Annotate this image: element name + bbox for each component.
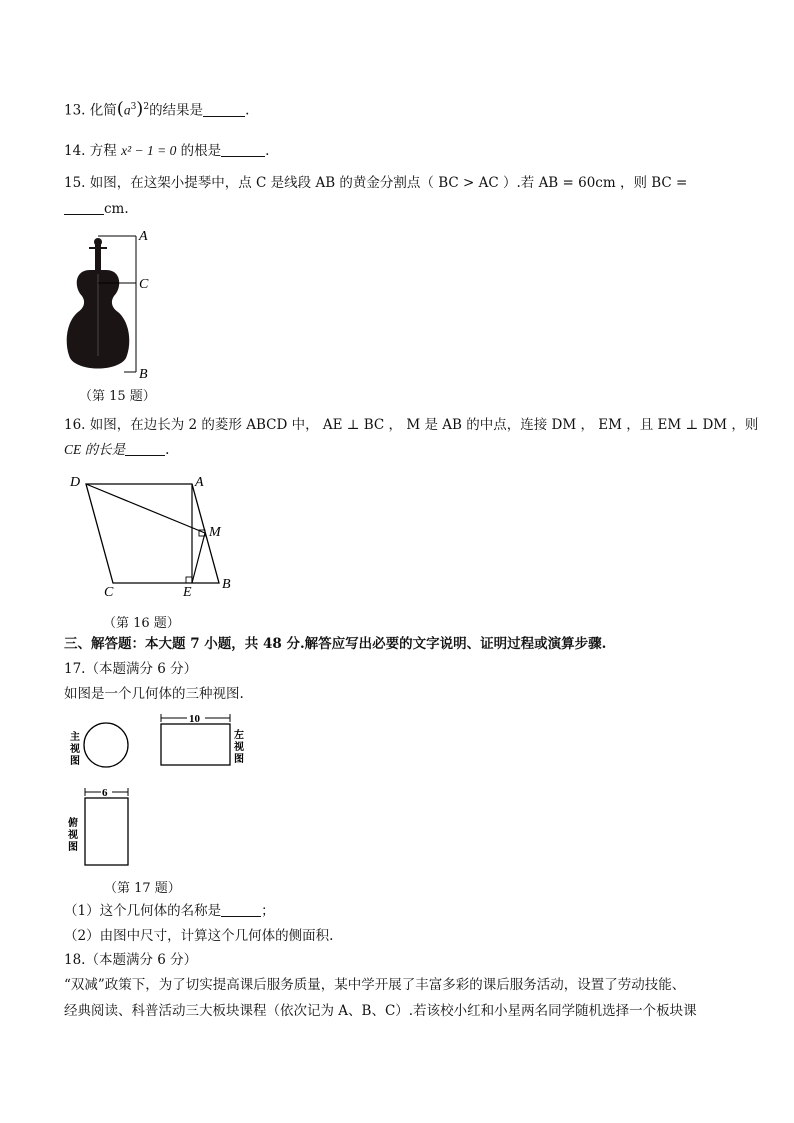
top-view-char-1: 俯 bbox=[68, 818, 78, 829]
q17-part-2: （2）由图中尺寸，计算这个几何体的侧面积. bbox=[64, 928, 334, 944]
q15-answer-blank[interactable] bbox=[64, 200, 104, 215]
dim-label-10: 10 bbox=[189, 713, 200, 725]
q18-title: 18.（本题满分 6 分） bbox=[64, 952, 198, 968]
q17-answer-blank[interactable] bbox=[221, 902, 261, 917]
front-view-char-1: 主 bbox=[70, 732, 80, 743]
q17-title: 17.（本题满分 6 分） bbox=[64, 661, 198, 677]
q18-line-1: “双减”政策下，为了切实提高课后服务质量，某中学开展了丰富多彩的课后服务活动，设置了劳动技能、 bbox=[64, 977, 686, 993]
q17-caption: （第 17 题） bbox=[104, 881, 181, 896]
question-14 bbox=[64, 141, 269, 161]
q14-suffix: 的根是 bbox=[180, 143, 222, 159]
label-M: M bbox=[209, 525, 221, 540]
q17-intro: 如图是一个几何体的三种视图. bbox=[64, 686, 244, 702]
q14-answer-blank[interactable] bbox=[221, 142, 265, 157]
q13-outer-exponent: 2 bbox=[143, 102, 150, 112]
segment-dm bbox=[86, 484, 205, 533]
q15-unit: cm. bbox=[104, 201, 129, 217]
label-B: B bbox=[139, 367, 148, 382]
question-15-line-1: 15. 如图，在这架小提琴中，点 C 是线段 AB 的黄金分割点（ BC > AC ）.若 AB = 60cm ，则 BC = bbox=[64, 175, 688, 191]
violin-scroll bbox=[94, 238, 102, 246]
rhombus-figure bbox=[64, 470, 244, 600]
q13-number: 13. bbox=[64, 102, 86, 119]
q16-answer-blank[interactable] bbox=[125, 441, 165, 456]
q13-expression: ( bbox=[116, 98, 124, 120]
front-view-char-2: 视 bbox=[70, 744, 80, 755]
front-view-char-3: 图 bbox=[70, 756, 80, 767]
left-view-rect bbox=[161, 724, 230, 765]
right-angle-e bbox=[186, 577, 192, 583]
top-view-char-2: 视 bbox=[68, 830, 78, 841]
label-C2: C bbox=[104, 585, 114, 600]
q16-caption: （第 16 题） bbox=[103, 616, 180, 631]
left-view-char-2: 视 bbox=[234, 742, 244, 753]
label-D: D bbox=[70, 475, 81, 490]
q16-end: . bbox=[165, 442, 170, 458]
front-view-circle bbox=[84, 723, 128, 767]
q13-inner-exponent: 3 bbox=[130, 102, 137, 112]
q13-answer-blank[interactable] bbox=[203, 102, 245, 117]
left-view-char-1: 左 bbox=[234, 730, 244, 741]
q17-part-1 bbox=[64, 901, 275, 921]
label-A2: A bbox=[195, 475, 204, 490]
label-A: A bbox=[139, 229, 148, 244]
q15-caption: （第 15 题） bbox=[79, 389, 156, 404]
violin-figure bbox=[62, 226, 162, 384]
label-B2: B bbox=[222, 577, 231, 592]
question-16-line-2 bbox=[64, 440, 169, 460]
q17-part-1-text: （1）这个几何体的名称是 bbox=[64, 903, 222, 919]
top-view-rect bbox=[85, 798, 128, 865]
q16-prefix: CE 的长是 bbox=[64, 442, 126, 457]
violin-neck bbox=[95, 242, 101, 272]
q13-suffix: 的结果是 bbox=[149, 102, 204, 119]
q13-close-paren: ) bbox=[136, 98, 144, 120]
q14-number: 14. bbox=[64, 143, 86, 159]
q13-prefix: 化简 bbox=[89, 102, 117, 119]
three-views-figure bbox=[64, 708, 264, 878]
left-view-char-3: 图 bbox=[234, 754, 244, 765]
section-3-heading: 三、解答题：本大题 7 小题，共 48 分.解答应写出必要的文字说明、证明过程或演算步骤. bbox=[64, 636, 607, 652]
segment-em bbox=[192, 533, 205, 583]
label-E: E bbox=[183, 585, 192, 600]
q17-part-1-end: ； bbox=[261, 903, 275, 919]
question-16-line-1: 16. 如图，在边长为 2 的菱形 ABCD 中， AE ⊥ BC ， M 是 AB 的中点，连接 DM ， EM ，且 EM ⊥ DM ，则 bbox=[64, 417, 759, 433]
question-13 bbox=[64, 97, 249, 121]
q14-prefix: 方程 bbox=[89, 143, 117, 159]
dim-label-6: 6 bbox=[102, 787, 108, 799]
label-C: C bbox=[139, 277, 149, 292]
q14-equation: x² − 1 = 0 bbox=[121, 143, 177, 158]
q13-end: . bbox=[245, 102, 250, 119]
q13-base: a bbox=[123, 102, 131, 118]
q18-line-2: 经典阅读、科普活动三大板块课程（依次记为 A、B、C）.若该校小红和小星两名同学随机选择一个板块课 bbox=[64, 1003, 697, 1019]
top-view-char-3: 图 bbox=[68, 842, 78, 853]
q14-end: . bbox=[265, 143, 270, 159]
question-15-line-2 bbox=[64, 199, 129, 219]
